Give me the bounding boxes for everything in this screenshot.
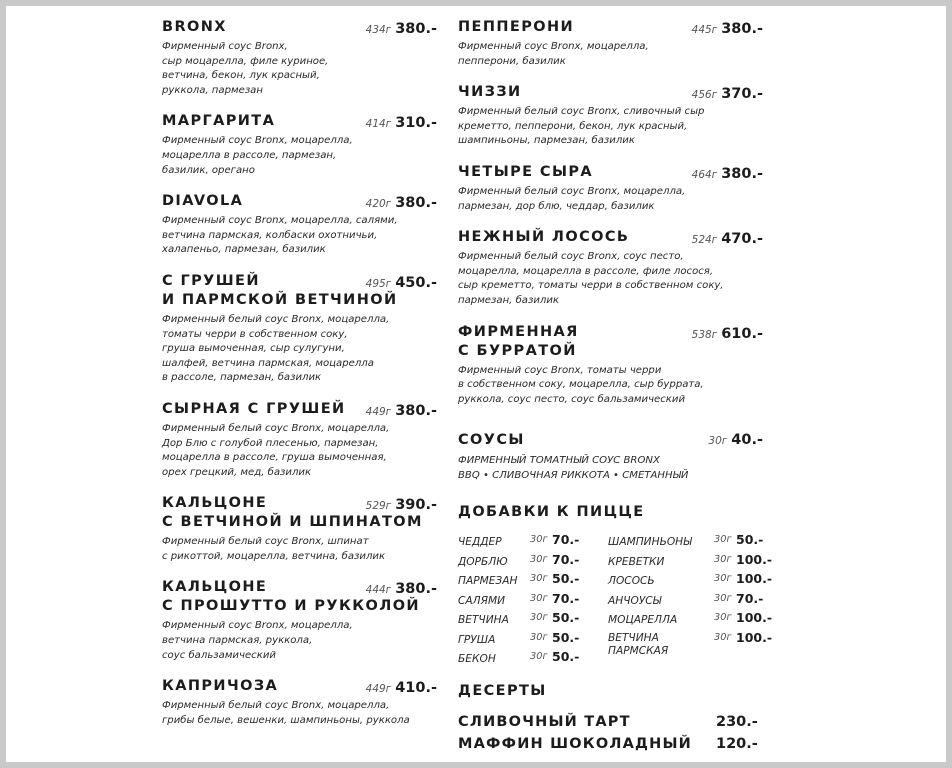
addon-weight: 30г: [714, 553, 732, 565]
addon-price: 70.-: [552, 590, 580, 606]
item-name: КАПРИЧОЗА: [162, 678, 279, 695]
addon-row: [608, 628, 778, 662]
addon-row: [458, 647, 598, 667]
addon-weight: 30г: [530, 553, 548, 565]
addon-name: БЕКОН: [458, 653, 496, 666]
menu-column-left: [162, 18, 437, 742]
menu-item-diavola: [162, 192, 437, 258]
item-weight: 538г: [691, 328, 718, 341]
item-name: ПЕППЕРОНИ: [458, 19, 575, 35]
addon-weight: 30г: [714, 573, 732, 585]
addon-row: [458, 628, 598, 648]
addon-row: [608, 608, 778, 628]
item-weight: 529г: [365, 500, 392, 513]
addon-row: [458, 608, 598, 628]
item-description: Фирменный белый соус Bronx, моцарелла, пармезан, дор блю, чеддар, базилик: [458, 185, 686, 212]
item-weight: 444г: [365, 584, 392, 597]
addon-row: [608, 569, 778, 589]
item-description: Фирменный соус Bronx, моцарелла, моцарелла в рассоле, пармезан, базилик, орегано: [162, 135, 353, 176]
desserts-section: [458, 682, 778, 755]
item-price: 610.-: [721, 325, 763, 342]
dessert-price: 230.-: [716, 714, 758, 731]
addon-name: ВЕТЧИНА ПАРМСКАЯ: [608, 631, 669, 657]
item-price: 450.-: [395, 274, 437, 291]
addon-weight: 30г: [714, 612, 732, 624]
addon-row: [458, 530, 598, 550]
addon-weight: 30г: [714, 592, 732, 604]
addon-name: ЧЕДДЕР: [458, 536, 502, 549]
menu-item-calzone-ham-spinach: [162, 494, 437, 564]
menu-item-cheezy: [458, 83, 763, 149]
addon-price: 50.-: [736, 532, 764, 548]
item-description: Фирменный белый соус Bronx, сливочный сыр креметто, пепперони, бекон, лук красный, шампиньоны, пармезан, базилик: [458, 106, 705, 147]
addon-row: [458, 569, 598, 589]
menu-item-capricciosa: [162, 677, 437, 728]
item-name: СЫРНАЯ С ГРУШЕЙ: [162, 400, 346, 417]
item-name: ФИРМЕННАЯ С БУРРАТОЙ: [458, 323, 579, 359]
item-name: КАЛЬЦОНЕ С ПРОШУТТО И РУККОЛОЙ: [162, 579, 420, 615]
addons-table: [458, 530, 778, 666]
item-weight: 434г: [365, 24, 392, 36]
addon-weight: 30г: [530, 631, 548, 643]
menu-item-burrata: [458, 323, 763, 408]
item-description: Фирменный соус Bronx, сыр моцарелла, филе куриное, ветчина, бекон, лук красный, руккола, пармезан: [162, 41, 329, 96]
addon-weight: 30г: [714, 534, 732, 546]
addon-weight: 30г: [530, 573, 548, 585]
item-name: BRONX: [162, 19, 227, 35]
sauces-title: СОУСЫ: [458, 432, 525, 449]
menu-item-margarita: [162, 112, 437, 178]
addon-weight: 30г: [530, 592, 548, 604]
addon-price: 50.-: [552, 610, 580, 626]
item-weight: 414г: [365, 118, 392, 131]
desserts-title: ДЕСЕРТЫ: [458, 683, 547, 700]
item-price: 370.-: [721, 86, 763, 103]
item-description: Фирменный белый соус Bronx, соус песто, моцарелла, моцарелла в рассоле, филе лосося, сыр креметто, томаты черри в собственном соку, пармезан, базилик: [458, 251, 724, 306]
item-weight: 456г: [691, 89, 718, 102]
addon-name: АНЧОУСЫ: [608, 594, 662, 607]
item-description: Фирменный соус Bronx, моцарелла, пепперони, базилик: [458, 41, 649, 67]
menu-item-salmon: [458, 228, 763, 308]
addon-row: [458, 550, 598, 570]
item-name: КАЛЬЦОНЕ С ВЕТЧИНОЙ И ШПИНАТОМ: [162, 495, 423, 531]
addon-row: [608, 589, 778, 609]
sauces-section: [458, 429, 763, 483]
sauces-weight: 30г: [708, 435, 728, 448]
item-weight: 445г: [691, 24, 718, 36]
item-price: 310.-: [395, 115, 437, 132]
addon-name: САЛЯМИ: [458, 594, 506, 607]
sauces-line-2: BBQ • СЛИВОЧНАЯ РИККОТА • СМЕТАННЫЙ: [458, 470, 689, 482]
addon-price: 70.-: [552, 532, 580, 548]
dessert-price: 120.-: [716, 736, 758, 753]
addon-name: МОЦАРЕЛЛА: [608, 614, 678, 627]
addon-price: 100.-: [736, 551, 773, 567]
addon-weight: 30г: [530, 612, 548, 624]
item-description: Фирменный соус Bronx, моцарелла, ветчина пармская, руккола, соус бальзамический: [162, 620, 353, 661]
dessert-name: МАФФИН ШОКОЛАДНЫЙ: [458, 736, 693, 753]
menu-item-calzone-prosciutto: [162, 578, 437, 663]
item-description: Фирменный белый соус Bronx, моцарелла, томаты черри в собственном соку, груша вымоченная, сыр сулугуни, шалфей, ветчина пармская, моцарелла в рассоле, пармезан, базилик: [162, 313, 390, 384]
addon-name: ДОРБЛЮ: [458, 555, 508, 568]
addons-column-1: [458, 530, 598, 667]
item-weight: 464г: [691, 168, 718, 181]
addon-name: ЛОСОСЬ: [608, 575, 655, 588]
item-name: С ГРУШЕЙ И ПАРМСКОЙ ВЕТЧИНОЙ: [162, 272, 398, 308]
sauces-line-1: ФИРМЕННЫЙ ТОМАТНЫЙ СОУС BRONX: [458, 455, 660, 467]
menu-column-right: [458, 18, 778, 755]
addon-row: [608, 550, 778, 570]
menu-item-pepperoni: [458, 18, 763, 69]
addon-price: 50.-: [552, 629, 580, 645]
item-price: 380.-: [395, 195, 437, 212]
addon-name: ВЕТЧИНА: [458, 614, 509, 627]
addon-price: 70.-: [552, 551, 580, 567]
item-weight: 495г: [365, 277, 392, 290]
addon-name: ПАРМЕЗАН: [458, 575, 518, 588]
item-weight: 524г: [691, 234, 718, 247]
addon-weight: 30г: [530, 534, 548, 546]
item-name: ЧИЗЗИ: [458, 84, 522, 101]
item-weight: 449г: [365, 405, 392, 418]
item-description: Фирменный соус Bronx, томаты черри в собственном соку, моцарелла, сыр буррата, руккола, соус песто, соус бальзамический: [458, 364, 704, 405]
addon-name: ШАМПИНЬОНЫ: [608, 536, 692, 549]
addons-section: [458, 503, 778, 666]
menu-item-bronx: [162, 18, 437, 98]
item-name: НЕЖНЫЙ ЛОСОСЬ: [458, 229, 630, 246]
menu-item-pear-parma: [162, 272, 437, 386]
addon-row: [458, 589, 598, 609]
item-price: 390.-: [395, 497, 437, 514]
addon-price: 100.-: [736, 610, 773, 626]
item-name: МАРГАРИТА: [162, 113, 276, 130]
item-description: Фирменный соус Bronx, моцарелла, салями, ветчина пармская, колбаски охотничьи, халапеньо, пармезан, базилик: [162, 215, 398, 256]
item-price: 380.-: [395, 21, 437, 37]
addon-price: 100.-: [736, 629, 773, 645]
item-description: Фирменный белый соус Bronx, моцарелла, Дор Блю с голубой плесенью, пармезан, моцарелла в рассоле, груша вымоченная, орех грецкий, мед, базилик: [162, 422, 390, 478]
item-weight: 420г: [365, 198, 392, 211]
menu-item-four-cheese: [458, 163, 763, 214]
addon-name: КРЕВЕТКИ: [608, 555, 665, 568]
item-price: 470.-: [721, 231, 763, 248]
item-description: Фирменный белый соус Bronx, моцарелла, грибы белые, вешенки, шампиньоны, руккола: [162, 700, 410, 726]
addons-title: ДОБАВКИ К ПИЦЦЕ: [458, 504, 645, 521]
menu-page: [6, 6, 946, 762]
item-description: Фирменный белый соус Bronx, шпинат с рикоттой, моцарелла, ветчина, базилик: [162, 536, 386, 562]
dessert-row: [458, 733, 778, 755]
item-price: 380.-: [721, 21, 763, 37]
item-name: ЧЕТЫРЕ СЫРА: [458, 163, 594, 180]
item-price: 380.-: [721, 165, 763, 182]
addon-price: 70.-: [736, 590, 764, 606]
sauces-price: 40.-: [731, 432, 763, 449]
menu-item-cheese-pear: [162, 400, 437, 480]
item-weight: 449г: [365, 683, 392, 696]
item-price: 380.-: [395, 402, 437, 419]
dessert-name: СЛИВОЧНЫЙ ТАРТ: [458, 714, 631, 731]
addon-row: [608, 530, 778, 550]
item-price: 410.-: [395, 680, 437, 697]
addon-name: ГРУША: [458, 633, 496, 646]
dessert-row: [458, 711, 778, 733]
item-price: 380.-: [395, 581, 437, 598]
addon-price: 50.-: [552, 649, 580, 665]
item-name: DIAVOLA: [162, 193, 244, 210]
addon-weight: 30г: [714, 631, 732, 643]
addon-price: 50.-: [552, 571, 580, 587]
addons-column-2: [608, 530, 778, 662]
addon-weight: 30г: [530, 651, 548, 663]
addon-price: 100.-: [736, 571, 773, 587]
